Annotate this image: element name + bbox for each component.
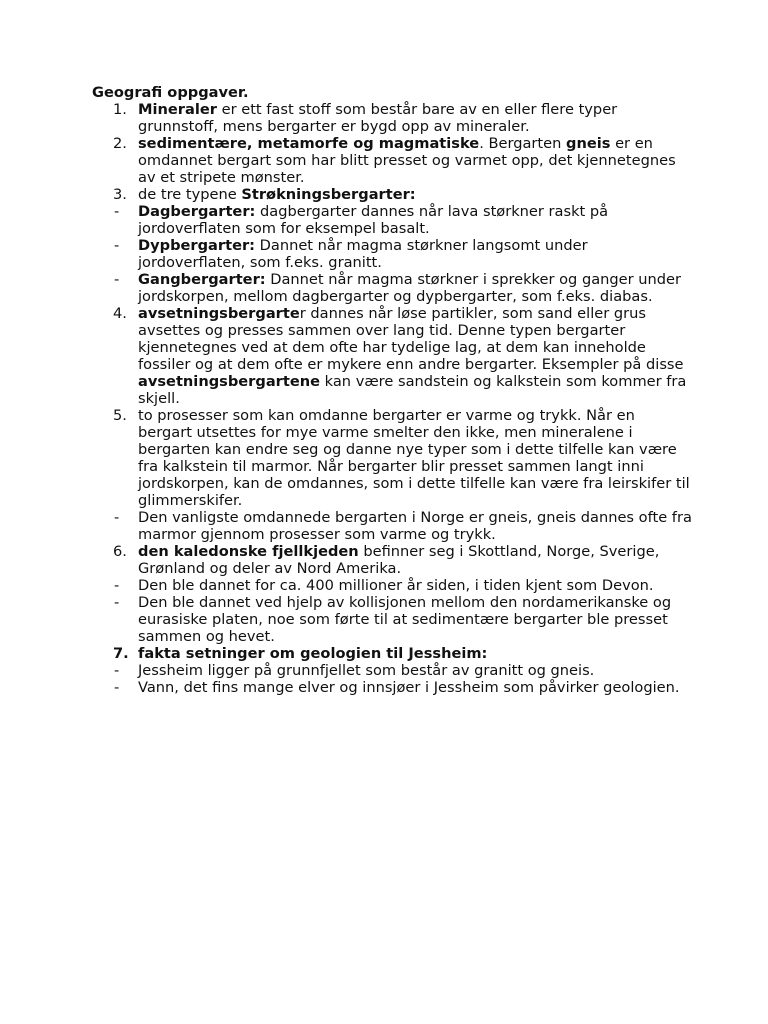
bullet-item	[92, 594, 692, 645]
item-text: dagbergarter dannes når lava størkner raskt på jordoverflaten som for eksempel basalt.	[138, 203, 609, 237]
item-text: r dannes når løse partikler, som sand eller grus avsettes og presses sammen over lang tid. Denne typen bergarter kjennetegnes ved at dem ofte har tydelige lag, at dem kan inneholde fossiler og at dem ofte er mykere enn andre bergarter. Eksempler på disse	[138, 305, 684, 373]
item-text: Dannet når magma størkner langsomt under jordoverflaten, som f.eks. granitt.	[138, 237, 588, 271]
bold-term: avsetningsbergarte	[138, 305, 300, 322]
bullet-item	[92, 237, 692, 271]
item-text: befinner seg i Skottland, Norge, Sverige, Grønland og deler av Nord Amerika.	[138, 543, 660, 577]
numbered-item	[92, 543, 692, 577]
bullet-marker: -	[114, 237, 120, 254]
bullet-item	[92, 203, 692, 237]
numbered-item	[92, 645, 692, 662]
item-number: 3.	[113, 186, 127, 203]
item-number: 6.	[113, 543, 127, 560]
item-text: Dannet når magma størkner i sprekker og ganger under jordskorpen, mellom dagbergarter og dypbergarter, som f.eks. diabas.	[138, 271, 682, 305]
item-number: 2.	[113, 135, 127, 152]
bold-term: gneis	[566, 135, 611, 152]
numbered-item	[92, 186, 692, 203]
bold-term: fakta setninger om geologien til Jessheim:	[138, 645, 488, 662]
item-text: . Bergarten	[479, 135, 566, 152]
bullet-marker: -	[114, 679, 120, 696]
bold-term: Mineraler	[138, 101, 217, 118]
bullet-marker: -	[114, 577, 120, 594]
bold-term: Dypbergarter:	[138, 237, 256, 254]
bullet-marker: -	[114, 203, 120, 220]
bullet-marker: -	[114, 662, 120, 679]
bullet-marker: -	[114, 271, 120, 288]
item-text: Den vanligste omdannede bergarten i Norge er gneis, gneis dannes ofte fra marmor gjennom prosesser som varme og trykk.	[138, 509, 692, 543]
item-text: Den ble dannet for ca. 400 millioner år siden, i tiden kjent som Devon.	[138, 577, 654, 594]
document-page	[92, 84, 692, 696]
bold-term: avsetningsbergartene	[138, 373, 321, 390]
item-text: Vann, det fins mange elver og innsjøer i Jessheim som påvirker geologien.	[138, 679, 680, 696]
bullet-item	[92, 271, 692, 305]
item-text: de tre typene	[138, 186, 242, 203]
item-number: 1.	[113, 101, 127, 118]
item-text: er ett fast stoff som består bare av en eller flere typer grunnstoff, mens bergarter er bygd opp av mineraler.	[138, 101, 618, 135]
bullet-item	[92, 509, 692, 543]
item-text: Den ble dannet ved hjelp av kollisjonen mellom den nordamerikanske og eurasiske platen, noe som førte til at sedimentære bergarter ble presset sammen og hevet.	[138, 594, 672, 645]
item-number: 4.	[113, 305, 127, 322]
bold-term: sedimentære, metamorfe og magmatiske	[138, 135, 480, 152]
bold-term: Gangbergarter:	[138, 271, 266, 288]
bullet-marker: -	[114, 594, 120, 611]
item-text: to prosesser som kan omdanne bergarter er varme og trykk. Når en bergart utsettes for mye varme smelter den ikke, men mineralene i bergarten kan endre seg og danne nye typer som i dette tilfelle kan være fra kalkstein til marmor. Når bergarter blir presset sammen langt inni jordskorpen, kan de omdannes, som i dette tilfelle kan være fra leirskifer til glimmerskifer.	[138, 407, 690, 509]
numbered-item	[92, 135, 692, 186]
bold-term: den kaledonske fjellkjeden	[138, 543, 359, 560]
bold-term: Dagbergarter:	[138, 203, 256, 220]
numbered-item	[92, 101, 692, 135]
bullet-item	[92, 662, 692, 679]
item-text: Jessheim ligger på grunnfjellet som består av granitt og gneis.	[138, 662, 595, 679]
document-title: Geografi oppgaver.	[92, 84, 249, 101]
item-text: kan være sandstein og kalkstein som kommer fra skjell.	[138, 373, 687, 407]
item-number: 5.	[113, 407, 127, 424]
bullet-item	[92, 679, 692, 696]
bullet-marker: -	[114, 509, 120, 526]
bold-term: Strøkningsbergarter:	[241, 186, 416, 203]
item-number: 7.	[113, 645, 129, 662]
numbered-item	[92, 305, 692, 407]
item-text: er en omdannet bergart som har blitt presset og varmet opp, det kjennetegnes av et stripete mønster.	[138, 135, 676, 186]
numbered-item	[92, 407, 692, 509]
document-list	[92, 101, 692, 696]
bullet-item	[92, 577, 692, 594]
